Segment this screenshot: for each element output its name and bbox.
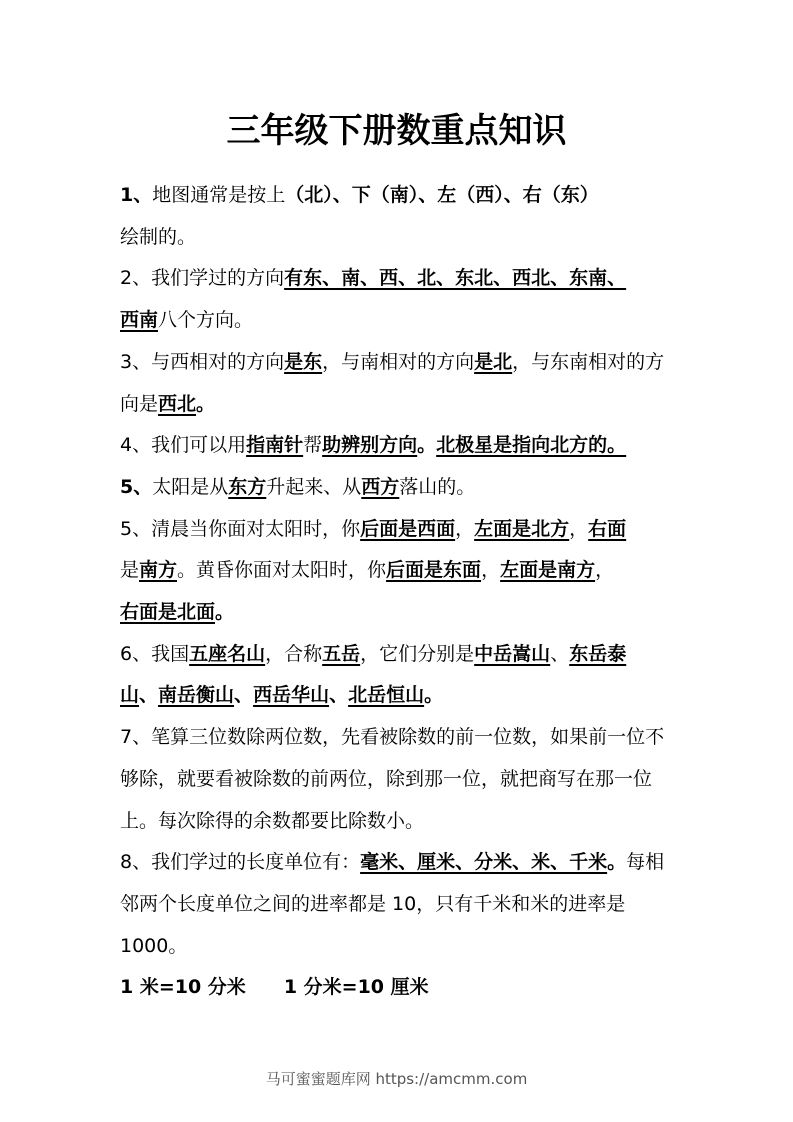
item-keyword: 是北 — [474, 350, 513, 373]
item-8 — [120, 842, 676, 967]
item-text: ，与东南相对的方向是 — [120, 350, 665, 415]
item-5a — [120, 467, 676, 509]
page-title: 三年级下册数重点知识 — [226, 111, 567, 151]
item-text-bold: （北）、下（南）、左（西）、右（东） — [285, 184, 599, 206]
item-6 — [120, 634, 676, 717]
item-keyword: 后面是东面 — [386, 559, 482, 582]
item-text: ， — [455, 517, 475, 540]
item-number: 2、 — [120, 267, 152, 290]
item-keyword: 东方 — [228, 475, 267, 498]
item-keyword: 北极星是指向北方的。 — [436, 434, 627, 457]
item-text: ， — [595, 559, 615, 582]
item-text-bold: 。 — [607, 851, 627, 874]
item-keyword: 南方 — [139, 559, 178, 582]
item-number: 7、 — [120, 726, 152, 749]
item-text-bold: 、 — [234, 684, 254, 707]
item-keyword: 西方 — [361, 475, 400, 498]
item-text: 是 — [120, 559, 140, 582]
unit-conversion-decimeter: 1 分米=10 厘米 — [283, 976, 429, 999]
item-number: 6、 — [120, 642, 152, 665]
item-text: ，合称 — [265, 642, 323, 665]
item-text: 绘制的。 — [120, 225, 197, 248]
item-text: 与西相对的方向 — [151, 350, 285, 373]
item-text: 落山的。 — [399, 475, 476, 498]
item-text: 地图通常是按上 — [152, 184, 286, 206]
item-keyword: 北岳恒山 — [348, 684, 425, 707]
item-text: 我们可以用 — [151, 434, 247, 457]
item-text: 八个方向。 — [158, 309, 254, 332]
item-text-bold: 。 — [417, 434, 437, 457]
item-text: 、 — [550, 642, 570, 665]
item-keyword: 左面是北方 — [474, 517, 570, 540]
item-number: 5、 — [120, 475, 153, 498]
unit-conversions — [120, 967, 676, 1009]
item-keyword: 后面是西面 — [360, 517, 456, 540]
item-number: 8、 — [120, 851, 152, 874]
item-keyword: 助辨别方向 — [322, 434, 418, 457]
item-text: ，与南相对的方向 — [322, 350, 475, 373]
item-keyword: 西岳华山 — [253, 684, 330, 707]
item-keyword: 中岳嵩山 — [474, 642, 551, 665]
item-2 — [120, 258, 676, 341]
item-text-bold: 。 — [215, 601, 235, 624]
item-text: 我们学过的长度单位有： — [151, 851, 361, 874]
item-text: 清晨当你面对太阳时，你 — [151, 517, 361, 540]
item-number: 4、 — [120, 434, 152, 457]
item-keyword: 右面是北面 — [120, 601, 216, 624]
item-keyword: 指南针 — [246, 434, 304, 457]
item-text: 我们学过的方向 — [151, 267, 285, 290]
item-keyword: 左面是南方 — [500, 559, 596, 582]
item-number: 3、 — [120, 350, 152, 373]
item-5b — [120, 509, 676, 634]
item-keyword: 东岳泰 — [569, 642, 627, 665]
item-text: 太阳是从 — [152, 475, 229, 498]
item-keyword: 是东 — [284, 350, 323, 373]
item-text: ， — [481, 559, 501, 582]
item-text: ， — [569, 517, 589, 540]
item-keyword: 西北 — [158, 392, 197, 415]
item-text: 每相邻两个长度单位之间的进率都是 10，只有千米和米的进率是 1000。 — [120, 851, 665, 957]
item-keyword: 有东、南、西、北、东北、西北、东南、 — [284, 267, 627, 290]
item-keyword: 五岳 — [322, 642, 361, 665]
item-4 — [120, 425, 676, 467]
item-text: ，它们分别是 — [360, 642, 475, 665]
knowledge-list — [120, 175, 676, 1009]
item-text-bold: 。 — [196, 392, 216, 415]
item-keyword: 西南 — [120, 309, 159, 332]
item-keyword: 山 — [120, 684, 140, 707]
item-keyword: 右面 — [588, 517, 627, 540]
item-keyword: 毫米、厘米、分米、米、千米 — [360, 851, 608, 874]
item-text-bold: 、 — [139, 684, 159, 707]
item-3 — [120, 342, 676, 425]
item-text-bold: 。 — [424, 684, 444, 707]
footer-watermark: 马可蜜蜜题库网 https://amcmm.com — [265, 1070, 528, 1088]
item-number: 5、 — [120, 517, 152, 540]
unit-conversion-meter: 1 米=10 分米 — [120, 976, 246, 999]
item-7 — [120, 717, 676, 842]
item-text: 我国 — [151, 642, 190, 665]
item-text: 帮 — [303, 434, 323, 457]
item-number: 1、 — [120, 184, 153, 206]
item-1 — [120, 175, 676, 258]
item-text: 升起来、从 — [266, 475, 362, 498]
item-text-bold: 、 — [329, 684, 349, 707]
item-text: 。黄昏你面对太阳时，你 — [177, 559, 387, 582]
item-keyword: 五座名山 — [189, 642, 266, 665]
item-keyword: 南岳衡山 — [158, 684, 235, 707]
item-text: 笔算三位数除两位数，先看被除数的前一位数，如果前一位不够除，就要看被除数的前两位，除到那一位，就把商写在那一位上。每次除得的余数都要比除数小。 — [120, 726, 665, 832]
